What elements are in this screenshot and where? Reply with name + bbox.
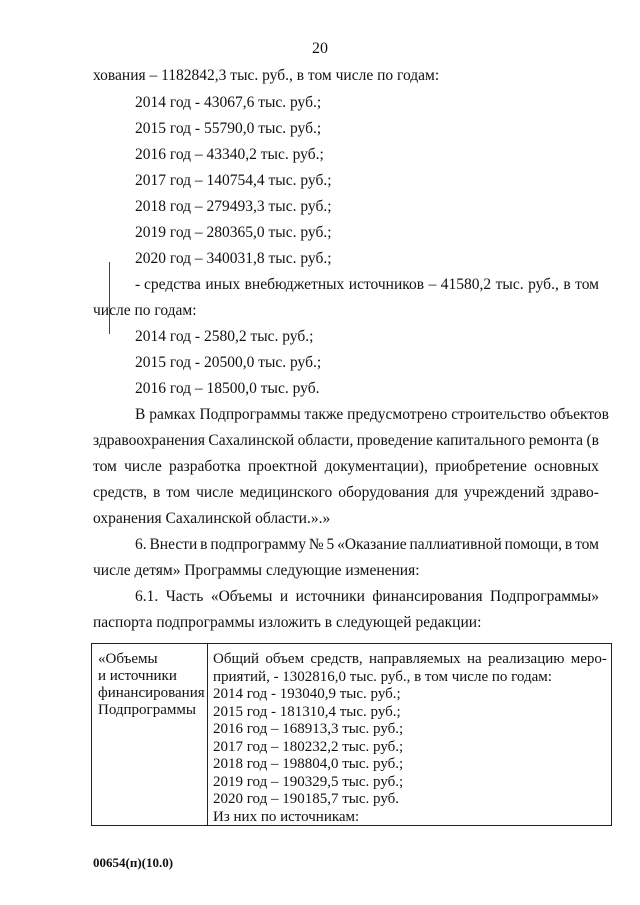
word: внебюджетных — [244, 276, 345, 293]
extra-year-2014: 2014 год - 2580,2 тыс. руб.; — [135, 328, 314, 345]
word: меро- — [570, 651, 607, 667]
word: Общий — [213, 651, 260, 667]
table-right-cell — [213, 651, 607, 826]
word: «Оказание — [337, 536, 407, 553]
word: иных — [205, 276, 241, 293]
construction-paragraph-line-4 — [93, 483, 599, 503]
word: медицинского — [239, 484, 333, 501]
budget-year-2015: 2015 год - 55790,0 тыс. руб.; — [135, 120, 322, 137]
word: помощи, — [504, 536, 563, 553]
word: здраво- — [550, 484, 599, 501]
word: № — [308, 536, 324, 553]
word: направляемых — [368, 651, 461, 667]
word: реализацию — [487, 651, 565, 667]
word: - средства — [135, 276, 201, 293]
table-right-first-line — [213, 651, 607, 669]
word: проектной — [248, 458, 318, 475]
extra-year-2015: 2015 год - 20500,0 тыс. руб.; — [135, 354, 322, 371]
extra-sources-line-2: числе по годам: — [93, 302, 197, 319]
document-code: 00654(п)(10.0) — [93, 855, 174, 870]
item-6-1-line-1 — [135, 587, 599, 607]
budget-year-2018: 2018 год – 279493,3 тыс. руб.; — [135, 198, 332, 215]
word: основных — [534, 458, 599, 475]
intro-line: хования – 1182842,3 тыс. руб., в том числе по годам: — [93, 67, 440, 84]
word: источники — [295, 588, 365, 605]
word: 6. — [135, 536, 147, 553]
construction-paragraph-line-2 — [93, 431, 599, 451]
budget-year-2016: 2016 год – 43340,2 тыс. руб.; — [135, 146, 324, 163]
word: приобретение — [435, 458, 527, 475]
construction-paragraph-line-3 — [93, 457, 599, 477]
word: в — [153, 484, 161, 501]
construction-paragraph-line-5: охранения Сахалинской области.».» — [93, 510, 331, 527]
table-year-2014: 2014 год - 193040,9 тыс. руб.; — [213, 686, 401, 702]
word: и — [279, 588, 289, 605]
table-left-line: финансирования — [98, 685, 205, 701]
word: числе — [196, 484, 234, 501]
word: средств, — [93, 484, 148, 501]
word: том — [93, 458, 117, 475]
word: – — [428, 276, 437, 293]
table-year-2015: 2015 год - 181310,4 тыс. руб.; — [213, 703, 401, 720]
word: 6.1. — [135, 588, 159, 605]
word: здравоохранения — [93, 432, 205, 449]
word: для — [435, 484, 459, 501]
extra-sources-line — [135, 275, 599, 295]
word: Часть — [165, 588, 204, 605]
table-year-2016: 2016 год – 168913,3 тыс. руб.; — [213, 721, 404, 737]
table-left-cell — [98, 651, 205, 719]
word: паллиативной — [409, 536, 502, 553]
word: Внести — [149, 536, 198, 553]
word: оборудования — [338, 484, 430, 501]
word: 5 — [326, 536, 335, 553]
word: финансирования — [372, 588, 483, 605]
word: средств, — [310, 651, 363, 667]
word: том — [166, 484, 191, 501]
word: в — [200, 536, 208, 553]
word: Сахалинской — [208, 432, 295, 449]
word: 41580,2 — [440, 276, 492, 293]
table-divider — [207, 644, 208, 825]
word: том — [575, 276, 599, 293]
budget-year-2020: 2020 год – 340031,8 тыс. руб.; — [135, 250, 332, 267]
revision-mark — [109, 262, 110, 334]
word: на — [466, 651, 482, 667]
table-year-2018: 2018 год – 198804,0 тыс. руб.; — [213, 756, 404, 772]
funding-table — [91, 643, 612, 826]
item-6-line-2: числе детям» Программы следующие изменения: — [93, 562, 420, 579]
table-left-line: Подпрограммы — [98, 702, 196, 718]
word: тыс. — [495, 276, 524, 293]
item-6-line-1 — [135, 535, 599, 555]
extra-year-2016: 2016 год – 18500,0 тыс. руб. — [135, 380, 320, 397]
word: Подпрограммы» — [490, 588, 599, 605]
word: (в — [586, 432, 599, 449]
budget-year-2014: 2014 год - 43067,6 тыс. руб.; — [135, 94, 322, 111]
word: ремонта — [528, 432, 584, 449]
word: в — [564, 536, 573, 553]
item-6-1-line-2: паспорта подпрограммы изложить в следующей редакции: — [93, 614, 482, 631]
construction-paragraph-line-1: В рамках Подпрограммы также предусмотрено строительство объектов — [135, 406, 609, 423]
table-right-second-line: приятий, - 1302816,0 тыс. руб., в том числе по годам: — [213, 668, 552, 685]
table-right-last-line: Из них по источникам: — [213, 808, 360, 825]
table-year-2019: 2019 год – 190329,5 тыс. руб.; — [213, 773, 404, 790]
word: объем — [265, 651, 305, 667]
word: источников — [348, 276, 425, 293]
budget-year-2019: 2019 год – 280365,0 тыс. руб.; — [135, 224, 332, 241]
word: области, — [297, 432, 354, 449]
word: капитального — [436, 432, 526, 449]
word: разработка — [168, 458, 241, 475]
table-left-line: «Объемы — [98, 651, 158, 667]
word: документации), — [324, 458, 428, 475]
word: числе — [124, 458, 162, 475]
word: подпрограмму — [210, 536, 306, 553]
table-year-2020: 2020 год – 190185,7 тыс. руб. — [213, 791, 400, 807]
budget-year-2017: 2017 год – 140754,4 тыс. руб.; — [135, 172, 332, 189]
word: руб., — [528, 276, 559, 293]
word: «Объемы — [210, 588, 273, 605]
table-left-line: и источники — [98, 668, 177, 684]
word: том — [575, 536, 599, 553]
word: проведение — [356, 432, 433, 449]
word: учреждений — [463, 484, 545, 501]
word: в — [563, 276, 571, 293]
table-year-2017: 2017 год – 180232,2 тыс. руб.; — [213, 738, 404, 755]
page-number: 20 — [312, 40, 328, 57]
